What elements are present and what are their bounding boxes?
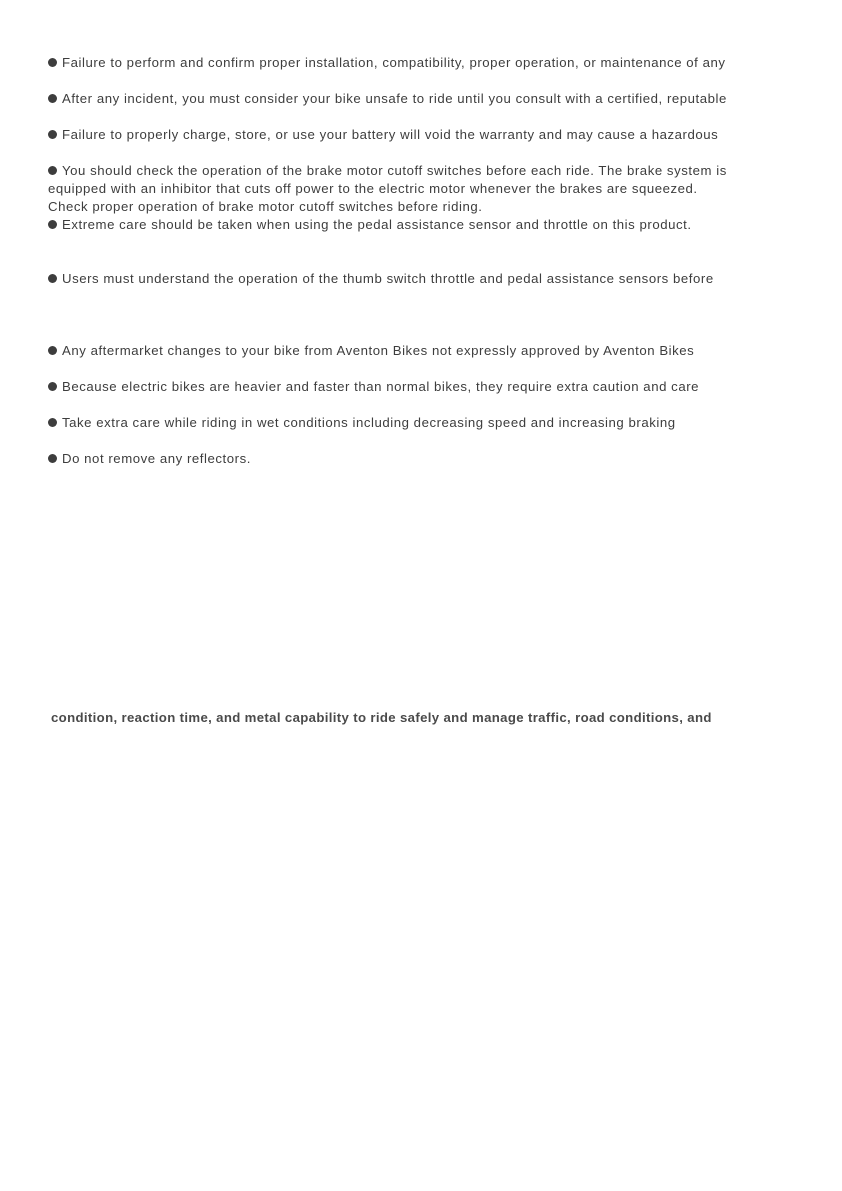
bullet-text: Extreme care should be taken when using the pedal assistance sensor and throttle on this product. — [62, 217, 692, 232]
bullet-item-installation — [48, 54, 726, 72]
bullet-icon — [48, 382, 57, 391]
bullet-text: Failure to properly charge, store, or use your battery will void the warranty and may cause a hazardous — [62, 127, 719, 142]
bullet-icon — [48, 220, 57, 229]
bullet-text: Any aftermarket changes to your bike from Aventon Bikes not expressly approved by Aventon Bikes — [62, 343, 695, 358]
bullet-continuation: equipped with an inhibitor that cuts off power to the electric motor whenever the brakes are squeezed. — [48, 181, 698, 196]
bullet-item-incident — [48, 90, 727, 108]
bullet-item-wet-conditions — [48, 414, 676, 432]
bullet-text: Because electric bikes are heavier and faster than normal bikes, they require extra caution and care — [62, 379, 700, 394]
bullet-text: After any incident, you must consider your bike unsafe to ride until you consult with a certified, reputable — [62, 91, 727, 106]
bullet-text: Failure to perform and confirm proper installation, compatibility, proper operation, or maintenance of any — [62, 55, 726, 70]
bullet-icon — [48, 94, 57, 103]
bullet-item-extreme-care — [48, 216, 692, 234]
bullet-icon — [48, 346, 57, 355]
bullet-icon — [48, 130, 57, 139]
bullet-icon — [48, 166, 57, 175]
bullet-text: Users must understand the operation of the thumb switch throttle and pedal assistance sensors before — [62, 271, 714, 286]
bullet-icon — [48, 274, 57, 283]
bullet-item-battery — [48, 126, 718, 144]
bullet-item-aftermarket — [48, 342, 694, 360]
bullet-item-reflectors — [48, 450, 251, 468]
bullet-item-brake-cutoff — [48, 162, 727, 180]
bullet-icon — [48, 58, 57, 67]
bullet-icon — [48, 454, 57, 463]
bullet-text: You should check the operation of the brake motor cutoff switches before each ride. The brake system is — [62, 163, 727, 178]
bold-text-line: condition, reaction time, and metal capability to ride safely and manage traffic, road conditions, and — [51, 710, 712, 725]
bullet-item-throttle — [48, 270, 714, 288]
bullet-text: Do not remove any reflectors. — [62, 451, 251, 466]
bullet-item-heavier — [48, 378, 699, 396]
bullet-text: Take extra care while riding in wet conditions including decreasing speed and increasing braking — [62, 415, 676, 430]
bullet-continuation: Check proper operation of brake motor cutoff switches before riding. — [48, 199, 483, 214]
bullet-icon — [48, 418, 57, 427]
